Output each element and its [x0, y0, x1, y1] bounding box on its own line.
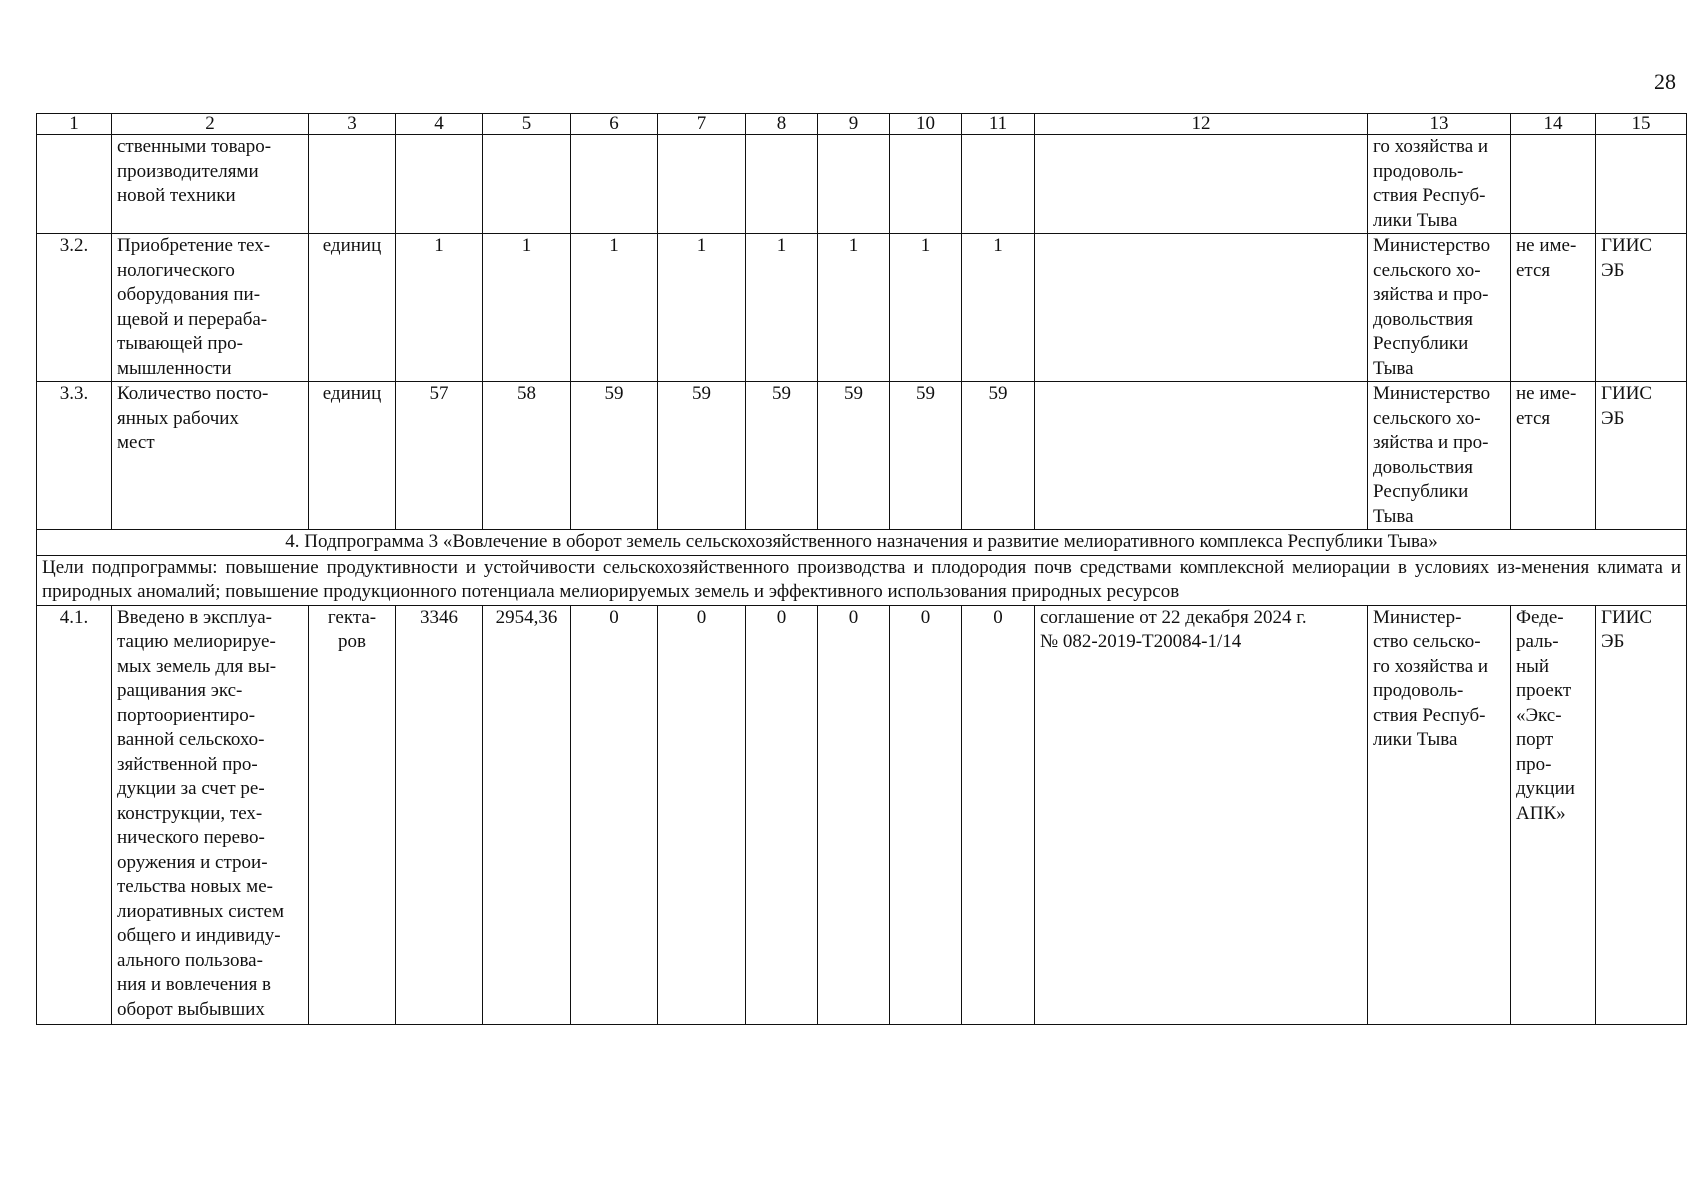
column-header: 15	[1596, 114, 1687, 135]
responsible-body: го хозяйства и продоволь- ствия Респуб- лики Тыва	[1368, 135, 1511, 234]
column-header: 2	[112, 114, 309, 135]
value-cell	[483, 135, 571, 234]
value-cell: 59	[746, 382, 818, 530]
value-cell	[818, 135, 890, 234]
item-number: 4.1.	[37, 605, 112, 1024]
table-row	[37, 135, 1687, 234]
value-cell	[571, 135, 658, 234]
value-cell	[962, 135, 1035, 234]
value-cell: 1	[571, 234, 658, 382]
federal-project: Феде- раль- ный проект «Экс- порт про- дукции АПК»	[1511, 605, 1596, 1024]
page-number: 28	[1654, 69, 1676, 94]
indicator-name: Количество посто- янных рабочих мест	[112, 382, 309, 530]
unit: единиц	[309, 234, 396, 382]
column-header: 14	[1511, 114, 1596, 135]
value-cell: 1	[818, 234, 890, 382]
value-cell	[396, 135, 483, 234]
section-heading-row	[37, 530, 1687, 556]
indicator-name: Введено в эксплуа- тацию мелиорируе- мых земель для вы- ращивания экс- портоориентиро- ванной сельскохо- зяйственной про- дукции за счет ре- конструкции, тех- нического перево- оружения и строи- тельства новых ме- лиоративных систем общего и индивиду- ального пользова- ния и вовлечения в оборот выбывших	[112, 605, 309, 1024]
indicators-table	[36, 113, 1687, 1025]
value-cell: 0	[962, 605, 1035, 1024]
value-cell: 0	[890, 605, 962, 1024]
column-header: 9	[818, 114, 890, 135]
value-cell: 59	[962, 382, 1035, 530]
value-cell: 58	[483, 382, 571, 530]
document-reference	[1035, 382, 1368, 530]
value-cell: 57	[396, 382, 483, 530]
column-header: 13	[1368, 114, 1511, 135]
column-header: 8	[746, 114, 818, 135]
data-source	[1596, 135, 1687, 234]
indicator-name: ственными товаро- производителями новой техники	[112, 135, 309, 234]
unit: единиц	[309, 382, 396, 530]
table-row	[37, 605, 1687, 1024]
responsible-body: Министерство сельского хо- зяйства и про- довольствия Республики Тыва	[1368, 382, 1511, 530]
column-header: 4	[396, 114, 483, 135]
value-cell: 1	[483, 234, 571, 382]
table-row	[37, 382, 1687, 530]
value-cell: 0	[571, 605, 658, 1024]
column-header: 11	[962, 114, 1035, 135]
item-number	[37, 135, 112, 234]
value-cell: 59	[571, 382, 658, 530]
value-cell: 1	[890, 234, 962, 382]
value-cell: 0	[658, 605, 746, 1024]
section-heading: 4. Подпрограмма 3 «Вовлечение в оборот земель сельскохозяйственного назначения и развитие мелиоративного комплекса Республики Тыва»	[37, 530, 1687, 556]
value-cell: 1	[962, 234, 1035, 382]
data-source: ГИИС ЭБ	[1596, 234, 1687, 382]
unit: гекта- ров	[309, 605, 396, 1024]
value-cell: 59	[658, 382, 746, 530]
indicator-name: Приобретение тех- нологического оборудования пи- щевой и перераба- тывающей про- мышленности	[112, 234, 309, 382]
document-reference	[1035, 135, 1368, 234]
data-source: ГИИС ЭБ	[1596, 605, 1687, 1024]
column-header: 10	[890, 114, 962, 135]
value-cell	[890, 135, 962, 234]
value-cell: 59	[818, 382, 890, 530]
column-header: 5	[483, 114, 571, 135]
responsible-body: Министерство сельского хо- зяйства и про- довольствия Республики Тыва	[1368, 234, 1511, 382]
table-row	[37, 234, 1687, 382]
unit	[309, 135, 396, 234]
item-number: 3.2.	[37, 234, 112, 382]
item-number: 3.3.	[37, 382, 112, 530]
value-cell: 1	[746, 234, 818, 382]
data-source: ГИИС ЭБ	[1596, 382, 1687, 530]
value-cell: 3346	[396, 605, 483, 1024]
goals-row	[37, 555, 1687, 605]
column-header: 6	[571, 114, 658, 135]
value-cell	[658, 135, 746, 234]
value-cell: 0	[818, 605, 890, 1024]
value-cell: 0	[746, 605, 818, 1024]
document-reference: соглашение от 22 декабря 2024 г. № 082-2019-Т20084-1/14	[1035, 605, 1368, 1024]
value-cell: 1	[396, 234, 483, 382]
column-header: 12	[1035, 114, 1368, 135]
document-reference	[1035, 234, 1368, 382]
responsible-body: Министер- ство сельско- го хозяйства и продоволь- ствия Респуб- лики Тыва	[1368, 605, 1511, 1024]
column-header: 1	[37, 114, 112, 135]
column-header: 3	[309, 114, 396, 135]
value-cell: 59	[890, 382, 962, 530]
subprogram-goals: Цели подпрограммы: повышение продуктивности и устойчивости сельскохозяйственного производства и плодородия почв средствами комплексной мелиорации в условиях из-менения климата и природных аномалий; повышение продукционного потенциала мелиорируемых земель и эффективного использования природных ресурсов	[37, 555, 1687, 605]
federal-project: не име- ется	[1511, 234, 1596, 382]
federal-project: не име- ется	[1511, 382, 1596, 530]
column-number-header-row	[37, 114, 1687, 135]
column-header: 7	[658, 114, 746, 135]
federal-project	[1511, 135, 1596, 234]
value-cell: 2954,36	[483, 605, 571, 1024]
value-cell: 1	[658, 234, 746, 382]
value-cell	[746, 135, 818, 234]
